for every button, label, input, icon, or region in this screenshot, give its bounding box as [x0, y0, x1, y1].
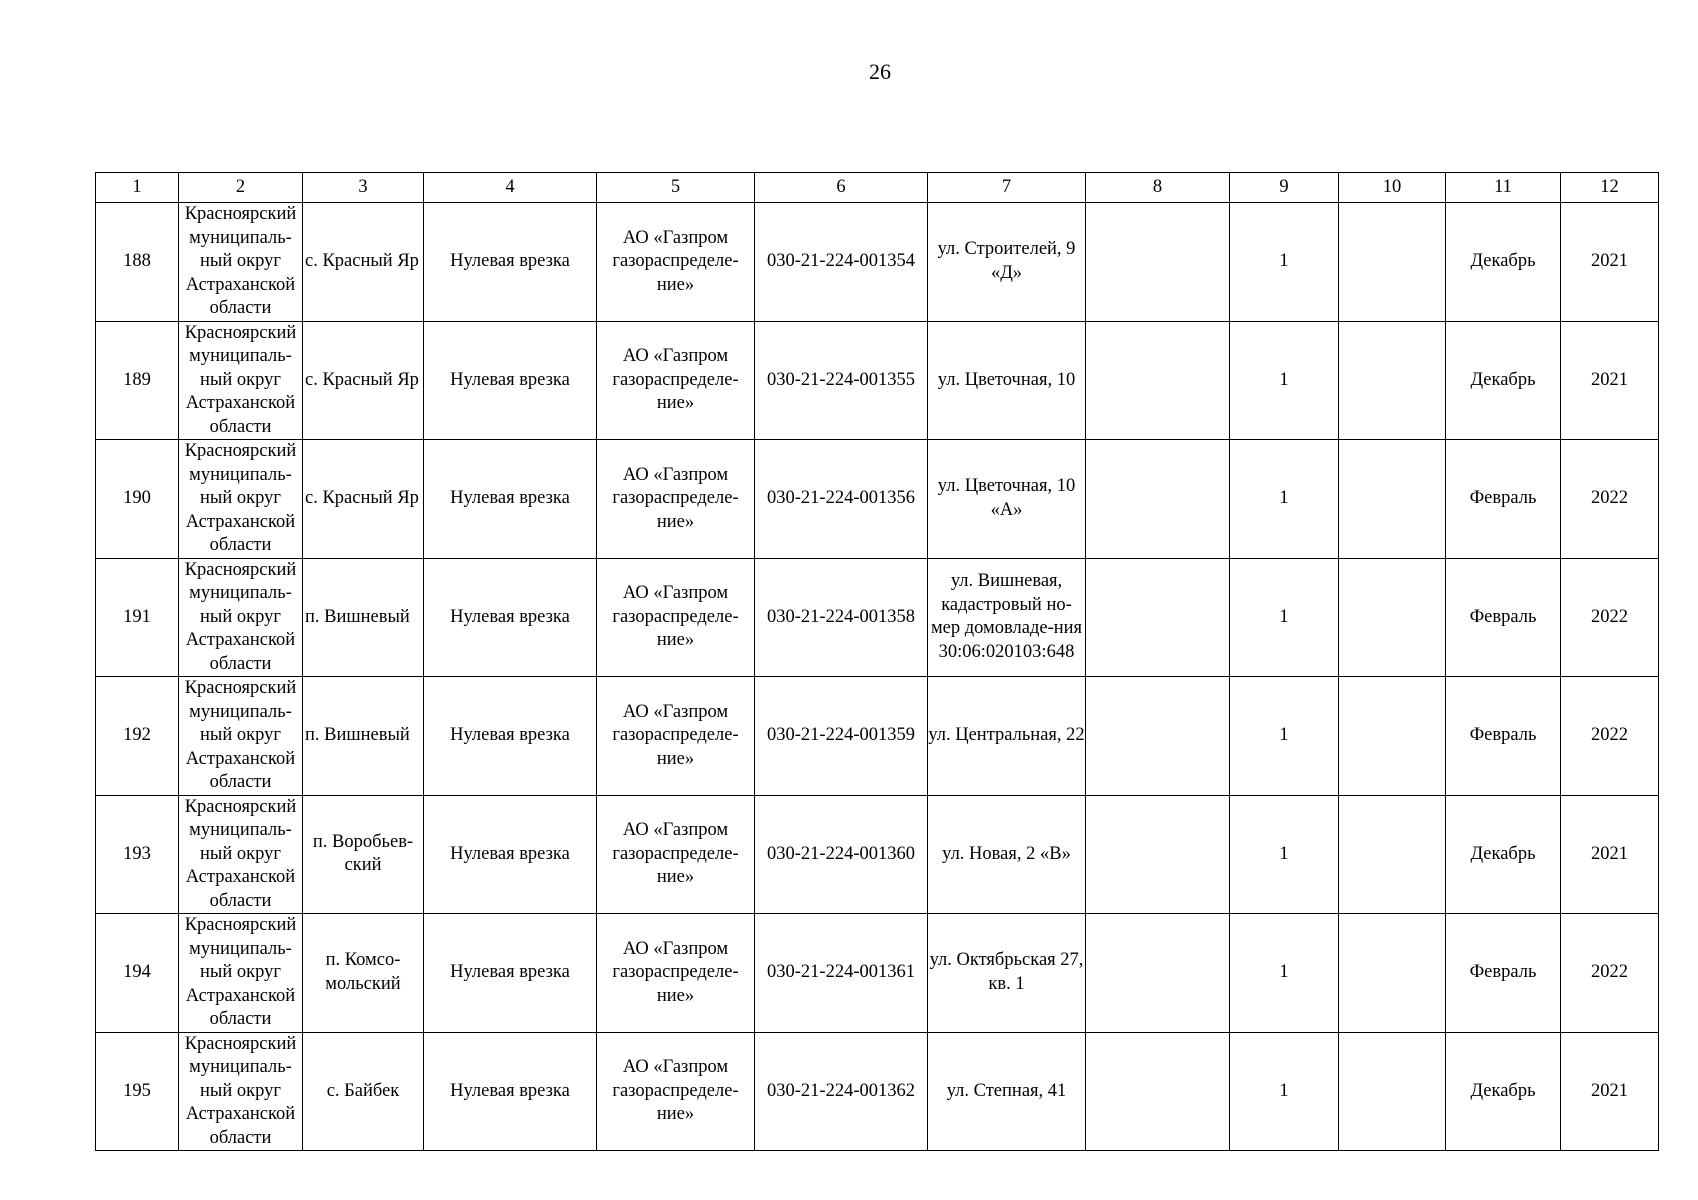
cell-code: 030-21-224-001359	[755, 677, 928, 796]
address-text: ул. Вишневая, кадастровый но-мер домовладе-ния 30:06:020103:648	[930, 571, 1083, 662]
settlement-text: п. Воробьев-ский	[312, 831, 414, 876]
cell-code: 030-21-224-001356	[755, 440, 928, 559]
cell-month: Декабрь	[1446, 1032, 1561, 1151]
organization-text: АО «Газпром газораспределе-ние»	[612, 938, 739, 1006]
cell-month: Декабрь	[1446, 203, 1561, 322]
table-row	[96, 795, 1659, 914]
cell-settlement	[303, 914, 424, 1033]
organization-text: АО «Газпром газораспределе-ние»	[612, 464, 739, 532]
cell-count: 1	[1230, 914, 1339, 1033]
cell-address	[928, 795, 1086, 914]
cell-col10	[1339, 1032, 1446, 1151]
cell-month: Декабрь	[1446, 321, 1561, 440]
cell-month: Февраль	[1446, 440, 1561, 559]
column-header: 10	[1339, 173, 1446, 203]
cell-settlement	[303, 203, 424, 322]
cell-count: 1	[1230, 677, 1339, 796]
cell-municipality	[179, 558, 303, 677]
address-text: ул. Цветочная, 10 «А»	[937, 476, 1076, 520]
cell-work-type: Нулевая врезка	[424, 677, 597, 796]
cell-municipality	[179, 914, 303, 1033]
cell-year: 2022	[1561, 558, 1659, 677]
cell-year: 2022	[1561, 677, 1659, 796]
table-row	[96, 440, 1659, 559]
organization-text: АО «Газпром газораспределе-ние»	[612, 227, 739, 295]
cell-settlement	[303, 440, 424, 559]
cell-address	[928, 677, 1086, 796]
cell-organization	[597, 914, 755, 1033]
cell-work-type: Нулевая врезка	[424, 1032, 597, 1151]
cell-number: 188	[96, 203, 179, 322]
municipality-text: Красноярский муниципаль-ный округ Астраханской области	[184, 678, 297, 792]
address-text: ул. Октябрьская 27, кв. 1	[929, 950, 1084, 994]
cell-number: 189	[96, 321, 179, 440]
column-header: 8	[1086, 173, 1230, 203]
cell-month: Февраль	[1446, 677, 1561, 796]
cell-year: 2021	[1561, 321, 1659, 440]
cell-count: 1	[1230, 321, 1339, 440]
cell-col8	[1086, 1032, 1230, 1151]
cell-organization	[597, 677, 755, 796]
municipality-text: Красноярский муниципаль-ный округ Астраханской области	[184, 559, 297, 674]
registry-table	[95, 172, 1659, 1151]
cell-month: Декабрь	[1446, 795, 1561, 914]
cell-municipality	[179, 677, 303, 796]
cell-municipality	[179, 203, 303, 322]
cell-count: 1	[1230, 1032, 1339, 1151]
cell-col10	[1339, 440, 1446, 559]
cell-municipality	[179, 1032, 303, 1151]
cell-address	[928, 321, 1086, 440]
cell-work-type: Нулевая врезка	[424, 203, 597, 322]
settlement-text: с. Байбек	[326, 1080, 400, 1101]
organization-text: АО «Газпром газораспределе-ние»	[612, 1057, 739, 1124]
header-row	[96, 173, 1659, 203]
cell-code: 030-21-224-001354	[755, 203, 928, 322]
cell-code: 030-21-224-001360	[755, 795, 928, 914]
cell-work-type: Нулевая врезка	[424, 440, 597, 559]
table-body	[96, 203, 1659, 1151]
column-header: 12	[1561, 173, 1659, 203]
cell-col10	[1339, 677, 1446, 796]
settlement-text: с. Красный Яр	[305, 251, 419, 271]
settlement-text: п. Комсо-мольский	[325, 950, 401, 994]
cell-work-type: Нулевая врезка	[424, 321, 597, 440]
cell-code: 030-21-224-001361	[755, 914, 928, 1033]
cell-municipality	[179, 321, 303, 440]
column-header: 7	[928, 173, 1086, 203]
column-header: 11	[1446, 173, 1561, 203]
cell-col8	[1086, 440, 1230, 559]
cell-col8	[1086, 677, 1230, 796]
cell-year: 2021	[1561, 203, 1659, 322]
cell-month: Февраль	[1446, 558, 1561, 677]
table-row	[96, 1032, 1659, 1151]
cell-address	[928, 203, 1086, 322]
cell-code: 030-21-224-001358	[755, 558, 928, 677]
cell-number: 195	[96, 1032, 179, 1151]
municipality-text: Красноярский муниципаль-ный округ Астраханской области	[184, 204, 297, 318]
table-row	[96, 321, 1659, 440]
cell-address	[928, 440, 1086, 559]
cell-work-type: Нулевая врезка	[424, 914, 597, 1033]
cell-municipality	[179, 795, 303, 914]
address-text: ул. Центральная, 22	[928, 725, 1085, 745]
cell-count: 1	[1230, 558, 1339, 677]
cell-work-type: Нулевая врезка	[424, 795, 597, 914]
address-text: ул. Степная, 41	[946, 1080, 1067, 1101]
cell-code: 030-21-224-001355	[755, 321, 928, 440]
municipality-text: Красноярский муниципаль-ный округ Астраханской области	[184, 796, 297, 911]
cell-settlement	[303, 321, 424, 440]
cell-organization	[597, 440, 755, 559]
cell-address	[928, 558, 1086, 677]
cell-col8	[1086, 203, 1230, 322]
cell-municipality	[179, 440, 303, 559]
cell-year: 2021	[1561, 1032, 1659, 1151]
settlement-text: п. Вишневый	[305, 606, 410, 627]
cell-organization	[597, 203, 755, 322]
cell-number: 193	[96, 795, 179, 914]
settlement-text: с. Красный Яр	[305, 369, 419, 390]
table-row	[96, 914, 1659, 1033]
organization-text: АО «Газпром газораспределе-ние»	[612, 820, 739, 887]
column-header: 2	[179, 173, 303, 203]
cell-organization	[597, 321, 755, 440]
cell-col10	[1339, 321, 1446, 440]
cell-number: 192	[96, 677, 179, 796]
cell-col10	[1339, 795, 1446, 914]
page-number: 26	[869, 59, 891, 84]
cell-settlement	[303, 795, 424, 914]
organization-text: АО «Газпром газораспределе-ние»	[612, 346, 739, 413]
cell-count: 1	[1230, 440, 1339, 559]
settlement-text: п. Вишневый	[305, 725, 410, 745]
settlement-text: с. Красный Яр	[305, 488, 419, 508]
municipality-text: Красноярский муниципаль-ный округ Астраханской области	[184, 441, 297, 555]
cell-col8	[1086, 914, 1230, 1033]
cell-year: 2022	[1561, 914, 1659, 1033]
cell-col8	[1086, 795, 1230, 914]
cell-address	[928, 1032, 1086, 1151]
municipality-text: Красноярский муниципаль-ный округ Астраханской области	[184, 915, 297, 1029]
cell-organization	[597, 1032, 755, 1151]
column-header: 6	[755, 173, 928, 203]
cell-settlement	[303, 558, 424, 677]
cell-code: 030-21-224-001362	[755, 1032, 928, 1151]
cell-count: 1	[1230, 203, 1339, 322]
column-header: 4	[424, 173, 597, 203]
cell-work-type: Нулевая врезка	[424, 558, 597, 677]
cell-number: 194	[96, 914, 179, 1033]
table-row	[96, 203, 1659, 322]
address-text: ул. Строителей, 9 «Д»	[937, 239, 1076, 283]
cell-col10	[1339, 203, 1446, 322]
cell-organization	[597, 795, 755, 914]
cell-address	[928, 914, 1086, 1033]
table-row	[96, 677, 1659, 796]
table-row	[96, 558, 1659, 677]
column-header: 9	[1230, 173, 1339, 203]
column-header: 3	[303, 173, 424, 203]
cell-settlement	[303, 677, 424, 796]
cell-year: 2021	[1561, 795, 1659, 914]
organization-text: АО «Газпром газораспределе-ние»	[612, 583, 739, 650]
cell-col8	[1086, 321, 1230, 440]
column-header: 5	[597, 173, 755, 203]
cell-number: 190	[96, 440, 179, 559]
address-text: ул. Новая, 2 «В»	[942, 843, 1071, 864]
cell-col10	[1339, 914, 1446, 1033]
cell-number: 191	[96, 558, 179, 677]
municipality-text: Красноярский муниципаль-ный округ Астраханской области	[184, 1033, 297, 1148]
cell-year: 2022	[1561, 440, 1659, 559]
cell-col10	[1339, 558, 1446, 677]
cell-settlement	[303, 1032, 424, 1151]
column-header: 1	[96, 173, 179, 203]
organization-text: АО «Газпром газораспределе-ние»	[612, 701, 739, 769]
cell-col8	[1086, 558, 1230, 677]
cell-month: Февраль	[1446, 914, 1561, 1033]
cell-organization	[597, 558, 755, 677]
municipality-text: Красноярский муниципаль-ный округ Астраханской области	[184, 322, 297, 437]
address-text: ул. Цветочная, 10	[937, 369, 1076, 390]
cell-count: 1	[1230, 795, 1339, 914]
